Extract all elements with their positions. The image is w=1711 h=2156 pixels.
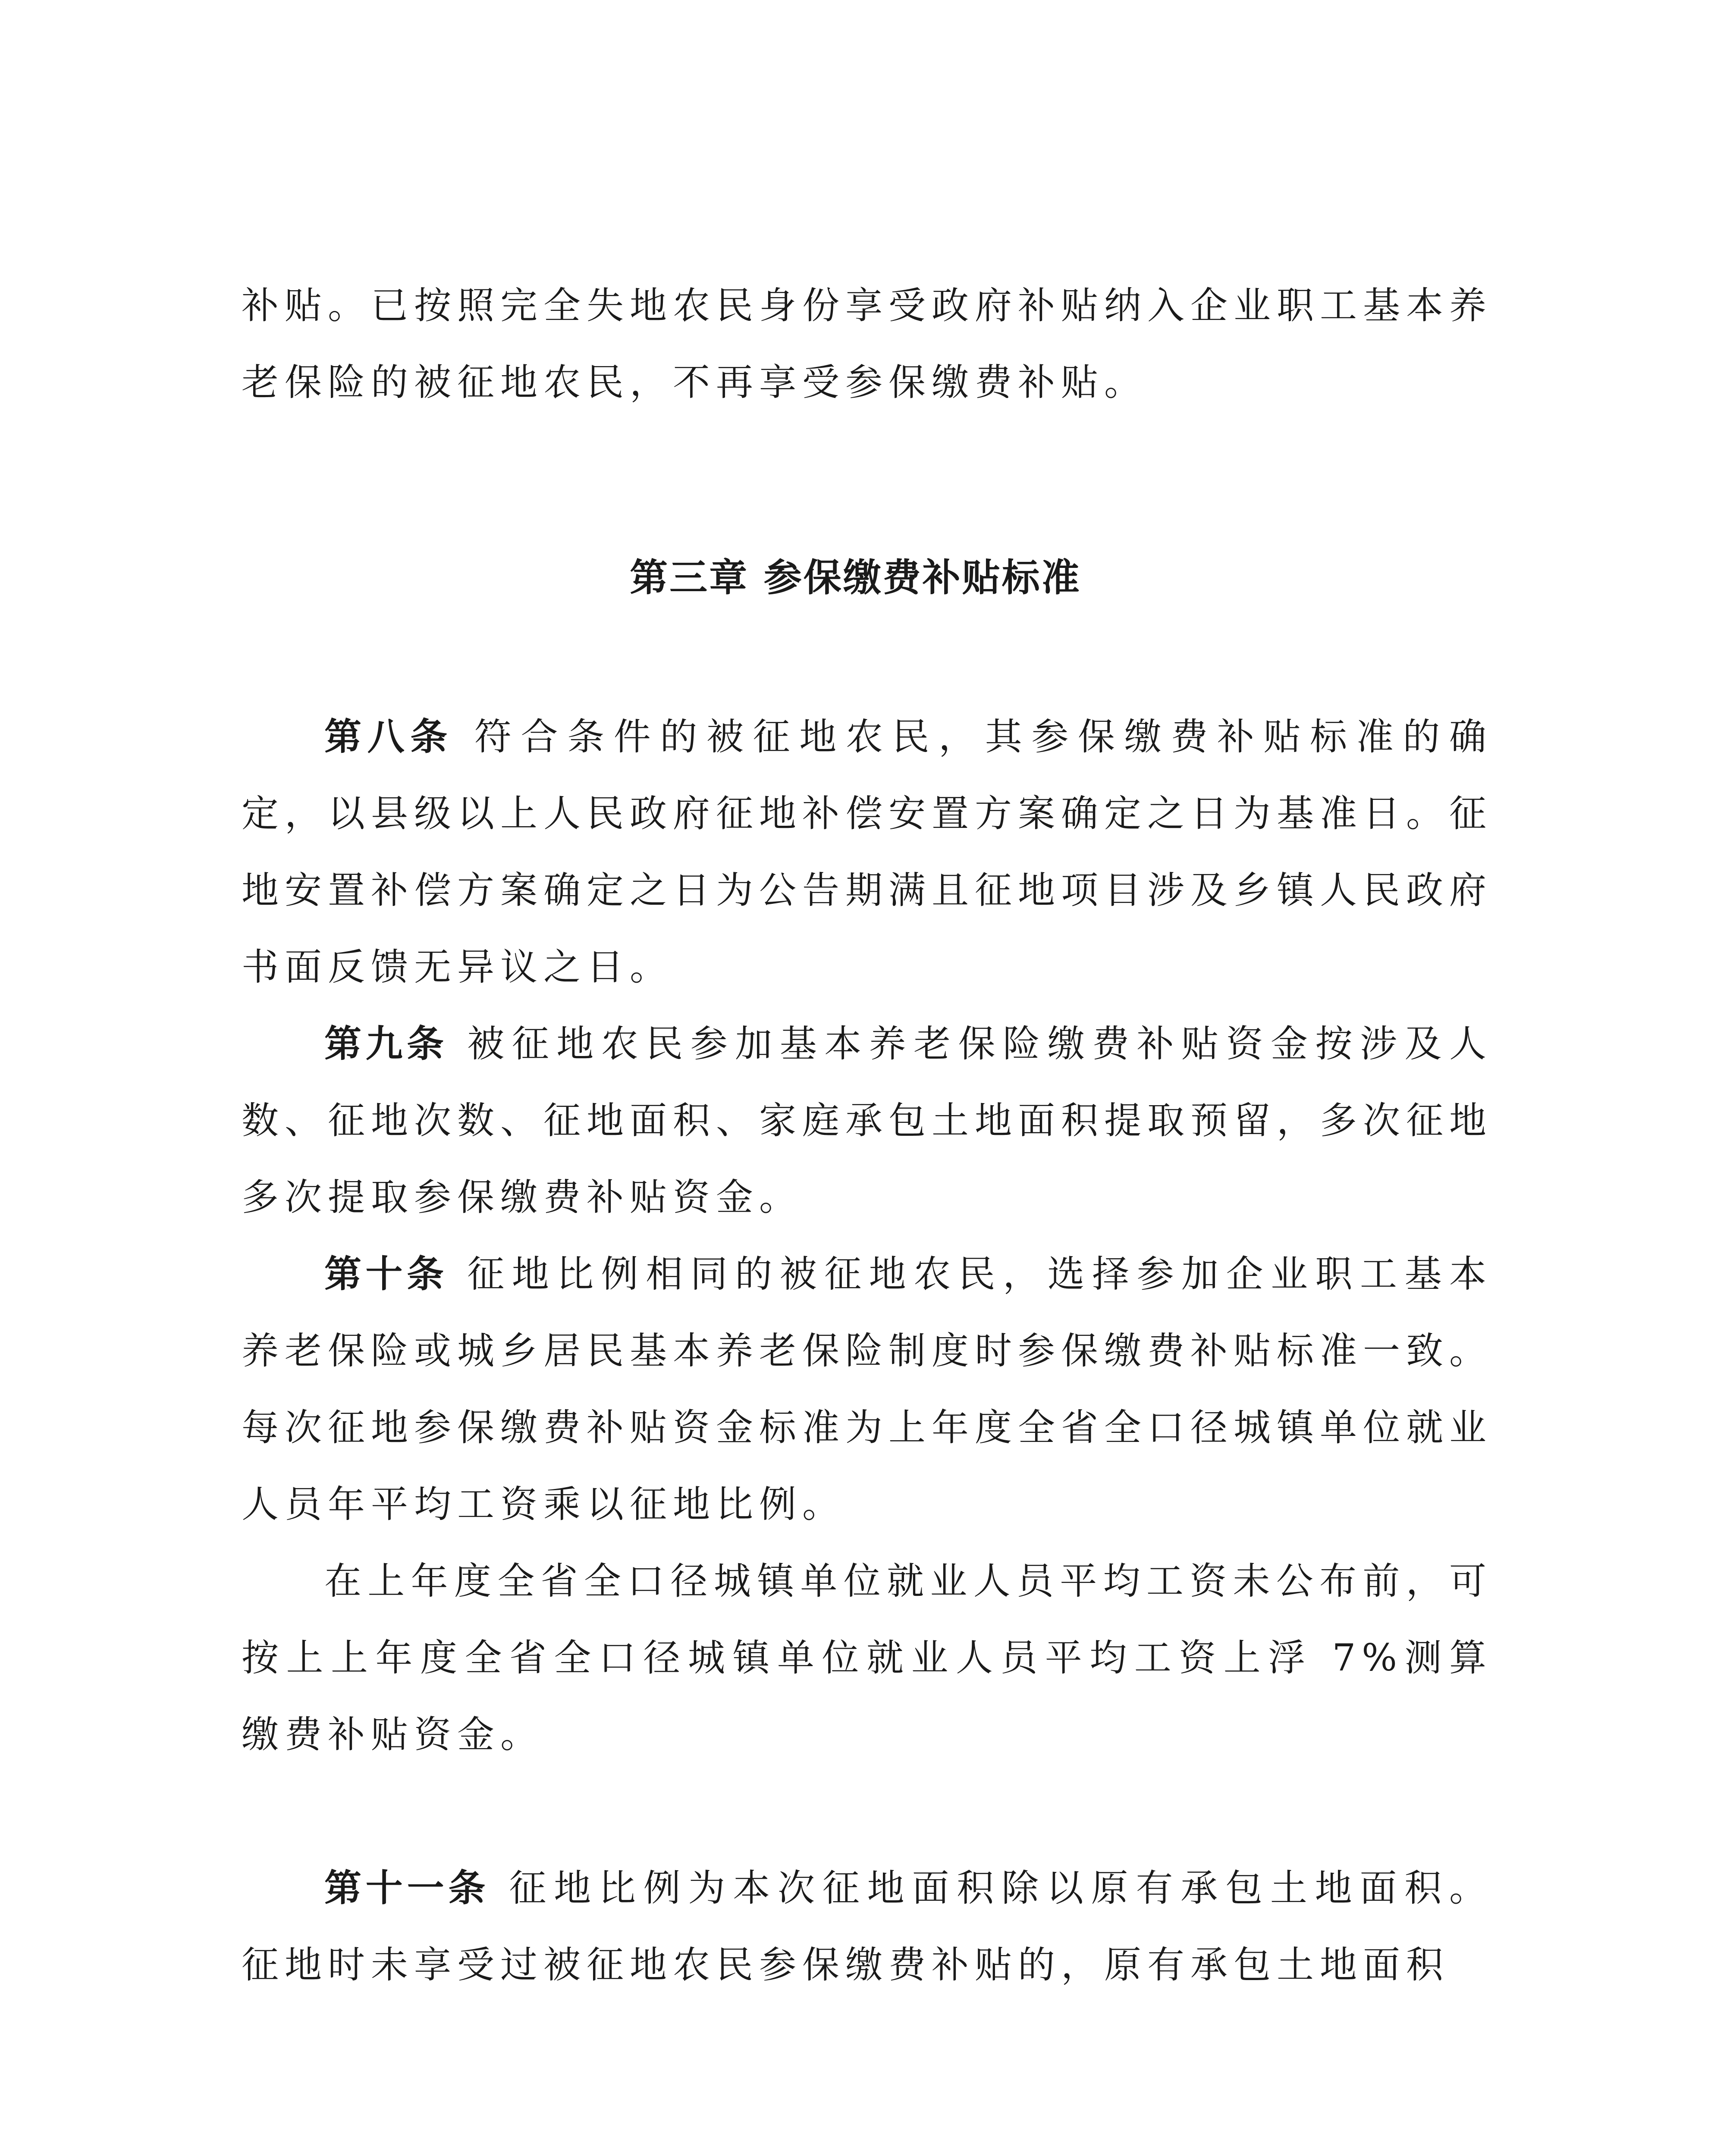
article-label: 第十条	[324, 1253, 448, 1296]
chapter-heading: 第三章 参保缴费补贴标准	[630, 555, 1081, 600]
article-9	[242, 1006, 1492, 1236]
paragraph-text: 在上年度全省全口径城镇单位就业人员平均工资未公布前，可按上上年度全省全口径城镇单位就业人员平均工资上浮 7%测算缴费补贴资金。	[242, 1560, 1492, 1756]
article-label: 第八条	[324, 715, 453, 758]
paragraph-text: 补贴。已按照完全失地农民身份享受政府补贴纳入企业职工基本养老保险的被征地农民，不再享受参保缴费补贴。	[242, 284, 1492, 404]
article-11	[242, 1850, 1492, 2003]
article-text: 征地比例相同的被征地农民，选择参加企业职工基本养老保险或城乡居民基本养老保险制度时参保缴费补贴标准一致。每次征地参保缴费补贴资金标准为上年度全省全口径城镇单位就业人员年平均工资乘以征地比例。	[242, 1253, 1493, 1526]
article-text: 被征地农民参加基本养老保险缴费补贴资金按涉及人数、征地次数、征地面积、家庭承包土地面积提取预留，多次征地多次提取参保缴费补贴资金。	[242, 1022, 1493, 1219]
article-text: 征地比例为本次征地面积除以原有承包土地面积。征地时未享受过被征地农民参保缴费补贴的，原有承包土地面积	[242, 1867, 1493, 1987]
article-label: 第十一条	[324, 1867, 490, 1910]
article-10	[242, 1236, 1492, 1543]
article-label: 第九条	[324, 1022, 448, 1065]
article-8	[242, 699, 1492, 1006]
paragraph-continuation	[242, 267, 1492, 421]
article-text: 符合条件的被征地农民，其参保缴费补贴标准的确定，以县级以上人民政府征地补偿安置方案确定之日为基准日。征地安置补偿方案确定之日为公告期满且征地项目涉及乡镇人民政府书面反馈无异议之日。	[242, 715, 1493, 989]
article-10-supplement	[242, 1543, 1492, 1773]
